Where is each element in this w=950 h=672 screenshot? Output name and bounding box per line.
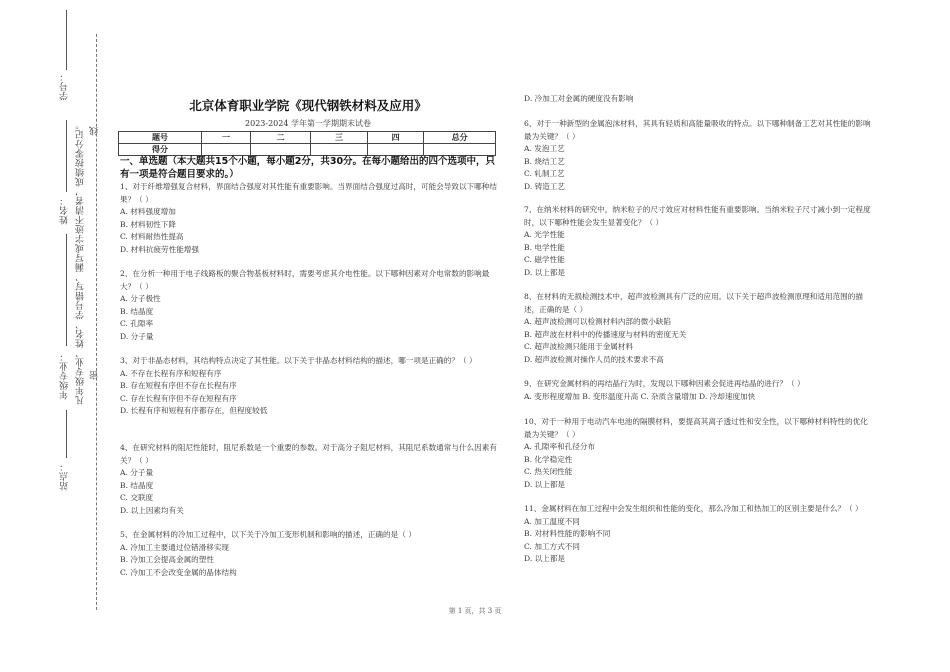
answer-option: D. 冷加工对金属的硬度没有影响 bbox=[524, 94, 634, 103]
answer-option: A. 分子极性 bbox=[120, 294, 161, 303]
answer-option: C. 轧制工艺 bbox=[524, 169, 565, 178]
answer-option: A. 不存在长程有序和短程有序 bbox=[120, 368, 222, 378]
answer-option: A. 冷加工主要通过位错滑移实现 bbox=[120, 542, 230, 552]
answer-option: B. 存在短程有序但不存在长程有序 bbox=[120, 381, 237, 390]
question-block bbox=[524, 204, 872, 279]
question-stem: 3、对于非晶态材料，其结构特点决定了其性能。以下关于非晶态材料结构的描述，哪一项是正确的？（ ） bbox=[120, 356, 477, 365]
question-block bbox=[524, 503, 872, 566]
question-stem: 11、金属材料在加工过程中会发生组织和性能的变化，那么冷加工和热加工的区别主要是什么？（ ） bbox=[524, 504, 863, 513]
answer-option: A. 加工温度不同 bbox=[524, 516, 580, 526]
answer-option: D. 以上都是 bbox=[524, 479, 566, 489]
student-id-line bbox=[66, 10, 67, 70]
answer-option: D. 超声波检测对操作人员的技术要求不高 bbox=[524, 354, 664, 364]
question-stem: 2、在分析一种用于电子线路板的聚合物基板材料时，需要考虑其介电性能。以下哪种因素对介电常数的影响最大？（ ） bbox=[120, 269, 490, 291]
answer-option: D. 分子量 bbox=[120, 331, 154, 341]
answer-option: D. 以上都是 bbox=[524, 267, 566, 277]
answer-option: B. 材料韧性下降 bbox=[120, 219, 176, 229]
question-block bbox=[524, 416, 872, 491]
answer-option: D. 以上都是 bbox=[524, 554, 566, 563]
score-table bbox=[118, 131, 496, 156]
name-label: 姓名： bbox=[60, 196, 70, 225]
question-block bbox=[524, 118, 872, 193]
question-continuation bbox=[524, 93, 872, 106]
answer-option: A. 材料强度增加 bbox=[120, 207, 176, 216]
question-block bbox=[120, 268, 498, 343]
binding-line-mark: 线 bbox=[90, 126, 100, 136]
section-heading: 一、单选题（本大题共15个小题，每小题2分，共30分。在每小题给出的四个选项中，只有一项是符合题目要求的。） bbox=[120, 156, 496, 180]
answer-option: B. 结晶度 bbox=[120, 480, 154, 490]
question-stem: 8、在材料的无损检测技术中，超声波检测具有广泛的应用。以下关于超声波检测原理和适用范围的描述，正确的是（ ） bbox=[524, 292, 863, 314]
answer-option: A. 发泡工艺 bbox=[524, 144, 565, 153]
score-header-cell: 三 bbox=[311, 132, 368, 144]
answer-option: B. 超声波在材料中的传播速度与材料的密度无关 bbox=[524, 329, 687, 339]
binding-seal-mark: 密 bbox=[90, 370, 100, 380]
answer-option: A. 超声波检测可以检测材料内部的微小缺陷 bbox=[524, 317, 671, 326]
answer-option: C. 热关闭性能 bbox=[524, 467, 573, 476]
exam-title: 北京体育职业学院《现代钢铁材料及应用》 bbox=[189, 98, 427, 113]
score-cell bbox=[201, 144, 250, 156]
answer-option: C. 孔隙率 bbox=[120, 319, 154, 328]
answer-option: C. 冷加工不会改变金属的晶体结构 bbox=[120, 567, 237, 577]
major-line bbox=[66, 234, 67, 346]
answer-option: B. 冷加工会提高金属的塑性 bbox=[120, 555, 214, 564]
answer-option: B. 电学性能 bbox=[524, 242, 565, 252]
score-row-label: 得分 bbox=[119, 144, 202, 156]
score-table-score-row bbox=[119, 144, 496, 156]
answer-option: A. 变形程度增加 B. 变形温度升高 C. 杂质含量增加 D. 冷却速度加快 bbox=[524, 391, 756, 401]
exam-subtitle: 2023-2024 学年第一学期期末试卷 bbox=[245, 119, 371, 128]
score-header-cell: 总分 bbox=[424, 132, 496, 144]
score-cell bbox=[311, 144, 368, 156]
question-stem: 10、对于一种用于电动汽车电池的隔膜材料，要提高其离子透过性和安全性，以下哪种材料特性的优化最为关键？（ ） bbox=[524, 417, 868, 439]
answer-option: C. 磁学性能 bbox=[524, 255, 565, 264]
binding-warning: 凡年级专业、姓名、学号错写、漏写或字迹不清者，成绩按零分记。 bbox=[76, 120, 86, 405]
question-block bbox=[524, 378, 872, 403]
score-header-cell: 二 bbox=[250, 132, 310, 144]
page-number: 第 1 页，共 3 页 bbox=[448, 607, 502, 615]
answer-option: A. 孔隙率和孔径分布 bbox=[524, 442, 596, 451]
answer-option: A. 光学性能 bbox=[524, 230, 565, 239]
answer-option: B. 对材料性能的影响不同 bbox=[524, 529, 611, 538]
student-id-label: 学号： bbox=[60, 72, 70, 101]
name-line bbox=[66, 120, 67, 192]
score-cell bbox=[250, 144, 310, 156]
question-block bbox=[120, 355, 498, 418]
answer-option: D. 以上因素均有关 bbox=[120, 505, 184, 515]
exam-site-label: 站点： bbox=[60, 462, 70, 491]
score-table-header-row bbox=[119, 132, 496, 144]
question-block bbox=[524, 291, 872, 366]
answer-option: C. 超声波检测只能用于金属材料 bbox=[524, 342, 634, 351]
question-block bbox=[120, 442, 498, 517]
question-stem: 9、在研究金属材料的再结晶行为时，发现以下哪种因素会促进再结晶的进行？（ ） bbox=[524, 379, 805, 388]
binding-dashed-line bbox=[96, 34, 97, 610]
exam-site-line bbox=[66, 410, 67, 458]
question-stem: 7、在纳米材料的研究中，纳米粒子的尺寸效应对材料性能有重要影响。当纳米粒子尺寸减小到一定程度时，以下哪种性能会发生显著变化？（ ） bbox=[524, 205, 871, 227]
answer-option: A. 分子量 bbox=[120, 468, 154, 477]
answer-option: C. 存在长程有序但不存在短程有序 bbox=[120, 393, 237, 403]
question-stem: 6、对于一种新型的金属泡沫材料，其具有轻质和高能量吸收的特点。以下哪种制备工艺对其性能的影响最为关键？（ ） bbox=[524, 119, 871, 141]
score-cell bbox=[424, 144, 496, 156]
answer-option: B. 化学稳定性 bbox=[524, 454, 573, 464]
score-header-cell: 一 bbox=[201, 132, 250, 144]
answer-option: B. 结晶度 bbox=[120, 306, 154, 316]
answer-option: C. 加工方式不同 bbox=[524, 541, 580, 551]
major-label: 年级专业： bbox=[60, 352, 70, 400]
answer-option: C. 交联度 bbox=[120, 493, 154, 502]
answer-option: D. 长程有序和短程有序都存在，但程度较低 bbox=[120, 406, 268, 415]
score-header-cell: 题号 bbox=[119, 132, 202, 144]
answer-option: D. 材料抗疲劳性能增强 bbox=[120, 244, 199, 254]
score-cell bbox=[367, 144, 424, 156]
question-block bbox=[120, 181, 498, 256]
question-block bbox=[120, 529, 498, 579]
answer-option: B. 烧结工艺 bbox=[524, 156, 565, 166]
question-stem: 5、在金属材料的冷加工过程中，以下关于冷加工变形机制和影响的描述，正确的是（ ） bbox=[120, 530, 416, 539]
question-stem: 1、对于纤维增强复合材料，界面结合强度对其性能有重要影响。当界面结合强度过高时，可能会导致以下哪种结果？（ ） bbox=[120, 182, 497, 204]
answer-option: C. 材料耐热性提高 bbox=[120, 232, 184, 241]
question-stem: 4、在研究材料的阻尼性能时，阻尼系数是一个重要的参数。对于高分子阻尼材料，其阻尼系数通常与什么因素有关？（ ） bbox=[120, 443, 497, 465]
score-header-cell: 四 bbox=[367, 132, 424, 144]
answer-option: D. 铸造工艺 bbox=[524, 181, 566, 191]
